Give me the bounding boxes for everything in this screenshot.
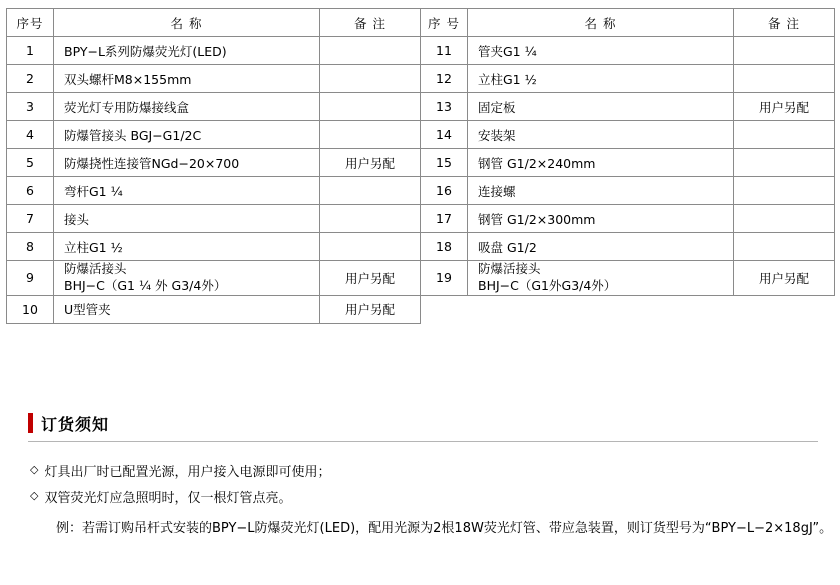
section-accent-bar [28, 413, 33, 433]
cell-note [734, 233, 835, 261]
cell-name: 安装架 [468, 121, 734, 149]
header-index-left: 序号 [7, 9, 54, 37]
cell-note [734, 177, 835, 205]
table-body [7, 37, 835, 324]
table-header [7, 9, 835, 37]
list-item [30, 460, 834, 486]
cell-name: 防爆管接头 BGJ−G1/2C [54, 121, 320, 149]
cell-index: 4 [7, 121, 54, 149]
table-row [7, 233, 835, 261]
cell-name: 立柱G1 ½ [54, 233, 320, 261]
cell-index: 10 [7, 295, 54, 323]
cell-name: 双头螺杆M8×155mm [54, 65, 320, 93]
order-notice-section [6, 412, 834, 541]
cell-note [320, 37, 421, 65]
cell-index: 7 [7, 205, 54, 233]
table-row [7, 93, 835, 121]
table-row [7, 261, 835, 296]
section-title: 订货须知 [41, 414, 110, 434]
cell-note [320, 121, 421, 149]
cell-name: BPY−L系列防爆荧光灯(LED) [54, 37, 320, 65]
cell-note [320, 65, 421, 93]
cell-index: 18 [421, 233, 468, 261]
cell-index: 8 [7, 233, 54, 261]
cell-name: 钢管 G1/2×240mm [468, 149, 734, 177]
table-row [7, 149, 835, 177]
table-row [7, 205, 835, 233]
cell-empty [421, 295, 468, 323]
cell-index: 14 [421, 121, 468, 149]
cell-name: 接头 [54, 205, 320, 233]
cell-empty [468, 295, 734, 323]
cell-name: 固定板 [468, 93, 734, 121]
cell-index: 3 [7, 93, 54, 121]
cell-index: 1 [7, 37, 54, 65]
note-text: 灯具出厂时已配置光源，用户接入电源即可使用； [44, 464, 331, 480]
diamond-bullet-icon: ◇ [30, 462, 39, 476]
cell-index: 2 [7, 65, 54, 93]
cell-note [320, 205, 421, 233]
cell-index: 16 [421, 177, 468, 205]
table-row [7, 65, 835, 93]
cell-name: 防爆挠性连接管NGd−20×700 [54, 149, 320, 177]
cell-note [320, 177, 421, 205]
cell-name: 防爆活接头 BHJ−C（G1 ¼ 外 G3/4外） [54, 261, 320, 296]
header-note-right: 备 注 [734, 9, 835, 37]
cell-note [734, 65, 835, 93]
header-index-right: 序 号 [421, 9, 468, 37]
cell-note: 用户另配 [320, 261, 421, 296]
list-item [30, 486, 834, 512]
cell-note: 用户另配 [734, 261, 835, 296]
cell-name: U型管夹 [54, 295, 320, 323]
cell-name: 弯杆G1 ¼ [54, 177, 320, 205]
cell-note [734, 37, 835, 65]
section-heading [28, 412, 834, 435]
table-row [7, 121, 835, 149]
header-name-left: 名 称 [54, 9, 320, 37]
diamond-bullet-icon: ◇ [30, 488, 39, 502]
header-name-right: 名 称 [468, 9, 734, 37]
cell-name: 钢管 G1/2×300mm [468, 205, 734, 233]
cell-index: 15 [421, 149, 468, 177]
cell-note [734, 205, 835, 233]
cell-note: 用户另配 [734, 93, 835, 121]
cell-index: 11 [421, 37, 468, 65]
cell-name: 吸盘 G1/2 [468, 233, 734, 261]
header-note-left: 备 注 [320, 9, 421, 37]
cell-note: 用户另配 [320, 149, 421, 177]
cell-index: 19 [421, 261, 468, 296]
cell-name: 连接螺 [468, 177, 734, 205]
cell-empty [734, 295, 835, 323]
cell-index: 12 [421, 65, 468, 93]
note-text: 双管荧光灯应急照明时，仅一根灯管点亮。 [44, 490, 292, 506]
cell-index: 17 [421, 205, 468, 233]
section-divider [28, 441, 818, 442]
cell-index: 9 [7, 261, 54, 296]
parts-table [6, 8, 835, 324]
cell-index: 5 [7, 149, 54, 177]
cell-note [320, 93, 421, 121]
table-row [7, 295, 835, 323]
cell-note [734, 149, 835, 177]
table-row [7, 37, 835, 65]
cell-name: 管夹G1 ¼ [468, 37, 734, 65]
notes-list [28, 460, 834, 512]
cell-index: 6 [7, 177, 54, 205]
cell-name: 立柱G1 ½ [468, 65, 734, 93]
table-header-row [7, 9, 835, 37]
example-text: 例：若需订购吊杆式安装的BPY−L防爆荧光灯(LED)，配用光源为2根18W荧光灯管、带应急装置，则订货型号为“BPY−L−2×18gJ”。 [56, 520, 833, 536]
cell-name: 防爆活接头 BHJ−C（G1外G3/4外） [468, 261, 734, 296]
cell-note [320, 233, 421, 261]
cell-index: 13 [421, 93, 468, 121]
cell-note [734, 121, 835, 149]
table-row [7, 177, 835, 205]
cell-note: 用户另配 [320, 295, 421, 323]
cell-name: 荧光灯专用防爆接线盒 [54, 93, 320, 121]
